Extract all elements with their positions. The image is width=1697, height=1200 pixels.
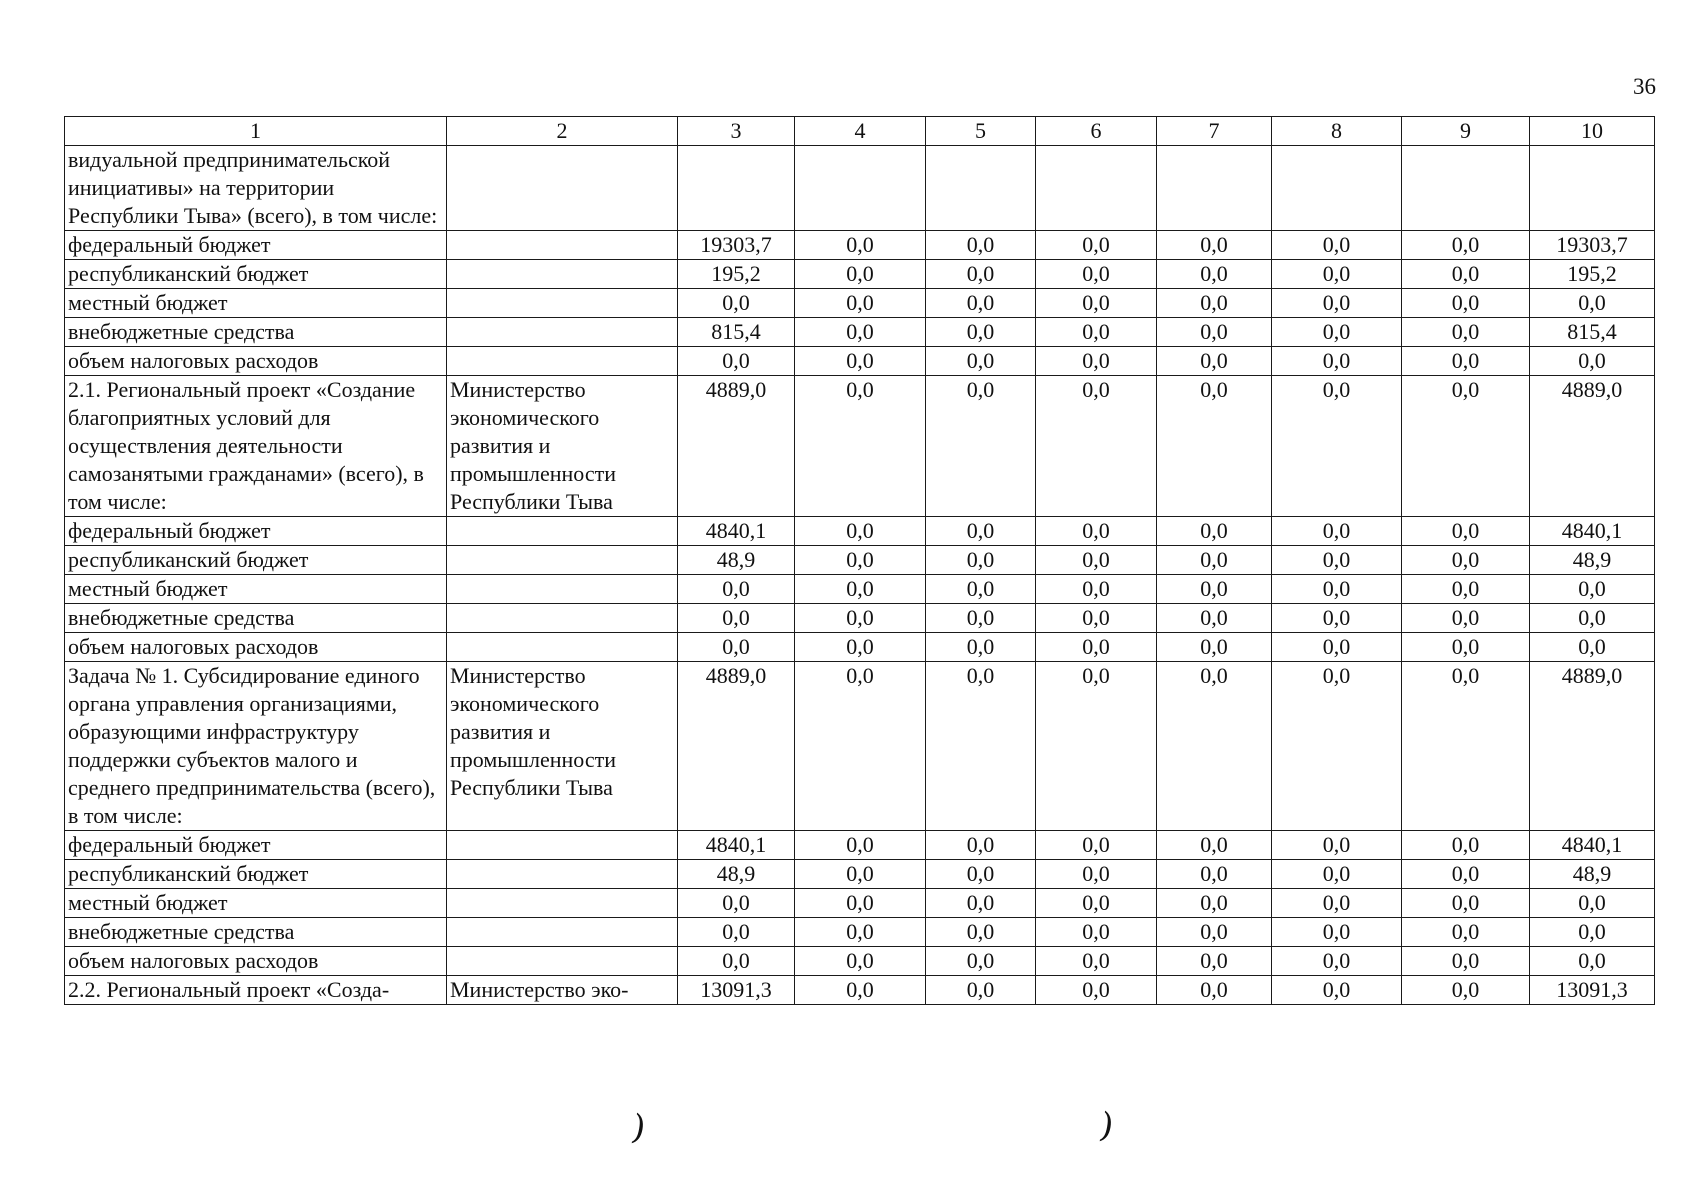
value-cell: 4889,0 [1530,376,1655,517]
value-cell: 0,0 [1272,318,1402,347]
value-cell: 0,0 [1402,831,1530,860]
value-cell [1402,146,1530,231]
column-header: 1 [65,117,447,146]
value-cell: 0,0 [1272,546,1402,575]
value-cell: 0,0 [926,662,1036,831]
value-cell: 0,0 [926,918,1036,947]
value-cell [795,146,926,231]
value-cell: 0,0 [795,662,926,831]
value-cell: 0,0 [1036,289,1157,318]
value-cell: 0,0 [1402,231,1530,260]
responsible-cell: Министерство экономического развития и промышленности Республики Тыва [447,376,678,517]
value-cell: 0,0 [795,517,926,546]
value-cell: 0,0 [926,633,1036,662]
table-row [65,662,1655,831]
value-cell: 13091,3 [678,976,795,1005]
row-name-cell: Задача № 1. Субсидирование единого органа управления организациями, образующими инфраструктуру поддержки субъектов малого и среднего предпринимательства (всего), в том числе: [65,662,447,831]
value-cell: 0,0 [1402,918,1530,947]
value-cell: 0,0 [1036,662,1157,831]
value-cell: 0,0 [1036,976,1157,1005]
value-cell: 0,0 [926,260,1036,289]
page-number: 36 [1633,74,1656,99]
value-cell: 0,0 [678,633,795,662]
value-cell: 0,0 [1157,546,1272,575]
value-cell: 4840,1 [678,831,795,860]
value-cell: 19303,7 [678,231,795,260]
responsible-cell [447,517,678,546]
value-cell: 0,0 [1157,231,1272,260]
value-cell: 0,0 [1402,947,1530,976]
value-cell: 0,0 [1402,662,1530,831]
value-cell: 0,0 [1272,289,1402,318]
value-cell: 0,0 [795,231,926,260]
value-cell: 0,0 [1157,947,1272,976]
table-row [65,947,1655,976]
value-cell: 0,0 [1157,860,1272,889]
value-cell: 4889,0 [1530,662,1655,831]
responsible-cell [447,947,678,976]
value-cell: 0,0 [926,889,1036,918]
value-cell: 0,0 [795,860,926,889]
row-name-cell: 2.1. Региональный проект «Создание благоприятных условий для осуществления деятельности самозанятыми гражданами» (всего), в том числе: [65,376,447,517]
value-cell: 48,9 [678,860,795,889]
value-cell: 0,0 [1157,376,1272,517]
table-row [65,633,1655,662]
value-cell: 4889,0 [678,662,795,831]
row-name-cell: видуальной предпринимательской инициативы» на территории Республики Тыва» (всего), в том числе: [65,146,447,231]
value-cell: 0,0 [795,546,926,575]
responsible-cell [447,231,678,260]
value-cell [1036,146,1157,231]
table-row [65,604,1655,633]
responsible-cell [447,289,678,318]
value-cell: 0,0 [795,831,926,860]
value-cell [1157,146,1272,231]
row-name-cell: республиканский бюджет [65,546,447,575]
table-row [65,347,1655,376]
value-cell: 0,0 [795,918,926,947]
column-header: 4 [795,117,926,146]
table-row [65,289,1655,318]
value-cell: 0,0 [1272,831,1402,860]
value-cell: 0,0 [1402,546,1530,575]
value-cell: 0,0 [1272,976,1402,1005]
value-cell: 0,0 [926,831,1036,860]
value-cell: 0,0 [1157,662,1272,831]
value-cell: 13091,3 [1530,976,1655,1005]
value-cell: 0,0 [1036,546,1157,575]
value-cell: 48,9 [1530,546,1655,575]
value-cell: 0,0 [1036,318,1157,347]
table-body [65,146,1655,1005]
responsible-cell [447,260,678,289]
value-cell [1530,146,1655,231]
value-cell: 48,9 [1530,860,1655,889]
value-cell: 0,0 [1036,633,1157,662]
value-cell: 0,0 [926,604,1036,633]
value-cell: 0,0 [1272,662,1402,831]
value-cell: 0,0 [1036,231,1157,260]
value-cell: 0,0 [678,575,795,604]
value-cell: 0,0 [1272,376,1402,517]
value-cell: 0,0 [1036,260,1157,289]
responsible-cell [447,918,678,947]
table-row [65,918,1655,947]
value-cell: 0,0 [1157,347,1272,376]
value-cell [1272,146,1402,231]
value-cell: 0,0 [1272,604,1402,633]
value-cell: 0,0 [1157,289,1272,318]
value-cell: 195,2 [678,260,795,289]
responsible-cell [447,347,678,376]
row-name-cell: объем налоговых расходов [65,633,447,662]
value-cell: 0,0 [926,546,1036,575]
column-header: 6 [1036,117,1157,146]
value-cell: 0,0 [926,517,1036,546]
page-mark-right: ) [1096,1105,1117,1147]
value-cell: 0,0 [678,889,795,918]
value-cell [678,146,795,231]
value-cell: 0,0 [1036,604,1157,633]
value-cell: 0,0 [1157,889,1272,918]
responsible-cell [447,146,678,231]
value-cell: 19303,7 [1530,231,1655,260]
value-cell: 0,0 [1272,860,1402,889]
value-cell: 0,0 [795,604,926,633]
table-row [65,976,1655,1005]
value-cell: 4889,0 [678,376,795,517]
page-mark-left: ) [628,1107,649,1149]
value-cell: 0,0 [1272,947,1402,976]
row-name-cell: местный бюджет [65,289,447,318]
value-cell: 0,0 [1157,318,1272,347]
value-cell: 0,0 [1157,575,1272,604]
value-cell: 0,0 [926,976,1036,1005]
value-cell: 0,0 [1530,889,1655,918]
value-cell: 0,0 [1402,318,1530,347]
table-row [65,231,1655,260]
value-cell: 0,0 [1157,604,1272,633]
value-cell: 0,0 [795,318,926,347]
value-cell: 0,0 [926,231,1036,260]
table-row [65,860,1655,889]
value-cell: 0,0 [795,633,926,662]
value-cell: 0,0 [678,947,795,976]
row-name-cell: внебюджетные средства [65,318,447,347]
column-header: 3 [678,117,795,146]
row-name-cell: федеральный бюджет [65,231,447,260]
value-cell: 0,0 [1402,976,1530,1005]
value-cell: 0,0 [1272,633,1402,662]
value-cell: 0,0 [1530,918,1655,947]
value-cell: 0,0 [795,289,926,318]
value-cell: 815,4 [1530,318,1655,347]
responsible-cell [447,860,678,889]
value-cell: 0,0 [926,318,1036,347]
value-cell: 0,0 [795,376,926,517]
value-cell: 815,4 [678,318,795,347]
row-name-cell: внебюджетные средства [65,918,447,947]
responsible-cell: Министерство экономического развития и промышленности Республики Тыва [447,662,678,831]
table-row [65,376,1655,517]
table-row [65,546,1655,575]
value-cell: 0,0 [1402,860,1530,889]
row-name-cell: объем налоговых расходов [65,347,447,376]
value-cell: 0,0 [926,376,1036,517]
value-cell: 0,0 [1272,347,1402,376]
value-cell: 0,0 [1402,260,1530,289]
value-cell: 0,0 [795,976,926,1005]
row-name-cell: республиканский бюджет [65,860,447,889]
column-header: 9 [1402,117,1530,146]
column-header: 8 [1272,117,1402,146]
value-cell: 0,0 [1402,289,1530,318]
value-cell: 0,0 [1530,575,1655,604]
row-name-cell: внебюджетные средства [65,604,447,633]
value-cell: 0,0 [1036,517,1157,546]
value-cell: 0,0 [1036,376,1157,517]
value-cell: 0,0 [926,347,1036,376]
value-cell: 0,0 [1272,260,1402,289]
table-row [65,517,1655,546]
responsible-cell [447,546,678,575]
value-cell: 0,0 [1157,918,1272,947]
value-cell: 0,0 [1157,633,1272,662]
row-name-cell: местный бюджет [65,575,447,604]
row-name-cell: федеральный бюджет [65,517,447,546]
value-cell: 0,0 [1036,347,1157,376]
value-cell: 0,0 [926,860,1036,889]
value-cell: 0,0 [1272,231,1402,260]
value-cell: 0,0 [1036,889,1157,918]
value-cell: 0,0 [1402,347,1530,376]
responsible-cell [447,889,678,918]
value-cell: 0,0 [1402,575,1530,604]
value-cell [926,146,1036,231]
responsible-cell [447,831,678,860]
column-header: 5 [926,117,1036,146]
responsible-cell: Министерство эко- [447,976,678,1005]
value-cell: 0,0 [795,260,926,289]
responsible-cell [447,318,678,347]
value-cell: 0,0 [1272,918,1402,947]
row-name-cell: объем налоговых расходов [65,947,447,976]
value-cell: 0,0 [678,918,795,947]
value-cell: 0,0 [795,889,926,918]
table-row [65,831,1655,860]
value-cell: 0,0 [1036,918,1157,947]
table-row [65,575,1655,604]
value-cell: 0,0 [1272,517,1402,546]
value-cell: 0,0 [678,604,795,633]
value-cell: 0,0 [1402,889,1530,918]
responsible-cell [447,575,678,604]
value-cell: 0,0 [1530,289,1655,318]
responsible-cell [447,604,678,633]
row-name-cell: республиканский бюджет [65,260,447,289]
row-name-cell: 2.2. Региональный проект «Созда- [65,976,447,1005]
value-cell: 4840,1 [1530,517,1655,546]
value-cell: 0,0 [926,575,1036,604]
value-cell: 0,0 [926,289,1036,318]
table-row [65,260,1655,289]
value-cell: 0,0 [1402,633,1530,662]
value-cell: 0,0 [1272,889,1402,918]
value-cell: 0,0 [678,289,795,318]
value-cell: 4840,1 [678,517,795,546]
value-cell: 4840,1 [1530,831,1655,860]
value-cell: 0,0 [1157,831,1272,860]
column-header: 10 [1530,117,1655,146]
column-header: 2 [447,117,678,146]
value-cell: 0,0 [1036,575,1157,604]
value-cell: 0,0 [1402,604,1530,633]
column-number-row [65,117,1655,146]
value-cell: 0,0 [678,347,795,376]
value-cell: 0,0 [1272,575,1402,604]
value-cell: 0,0 [795,947,926,976]
value-cell: 0,0 [1157,976,1272,1005]
value-cell: 0,0 [1157,517,1272,546]
value-cell: 195,2 [1530,260,1655,289]
value-cell: 0,0 [1530,604,1655,633]
value-cell: 0,0 [1530,947,1655,976]
value-cell: 0,0 [795,347,926,376]
value-cell: 0,0 [795,575,926,604]
value-cell: 48,9 [678,546,795,575]
value-cell: 0,0 [1402,517,1530,546]
value-cell: 0,0 [1402,376,1530,517]
budget-table [64,116,1655,1005]
column-header: 7 [1157,117,1272,146]
row-name-cell: федеральный бюджет [65,831,447,860]
table-row [65,889,1655,918]
value-cell: 0,0 [1157,260,1272,289]
row-name-cell: местный бюджет [65,889,447,918]
value-cell: 0,0 [1036,947,1157,976]
value-cell: 0,0 [1530,347,1655,376]
value-cell: 0,0 [1530,633,1655,662]
responsible-cell [447,633,678,662]
table-row [65,146,1655,231]
value-cell: 0,0 [1036,831,1157,860]
value-cell: 0,0 [1036,860,1157,889]
table-row [65,318,1655,347]
value-cell: 0,0 [926,947,1036,976]
